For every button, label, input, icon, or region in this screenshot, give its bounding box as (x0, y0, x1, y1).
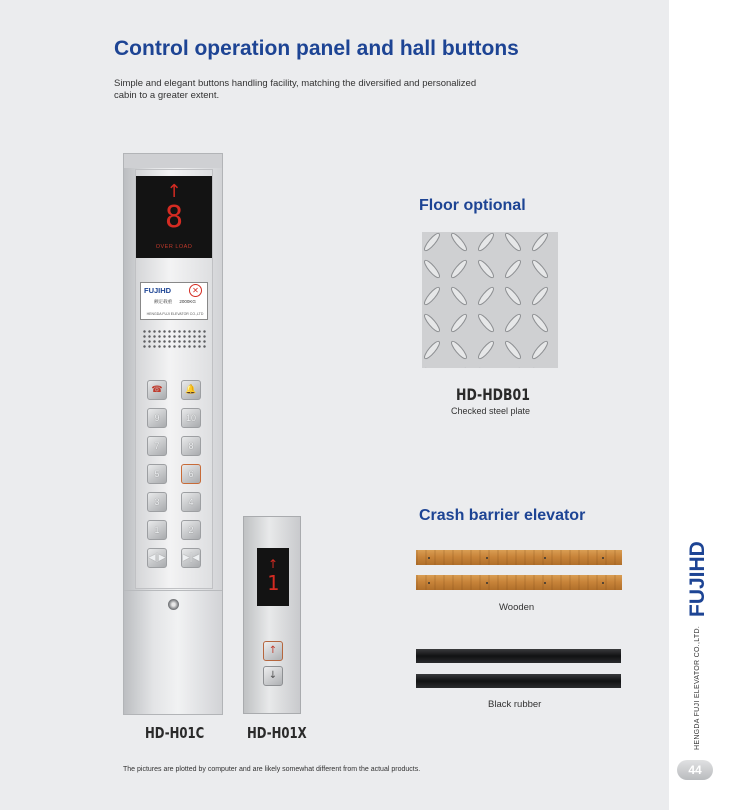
tread-ridge (449, 232, 468, 252)
footer-note: The pictures are plotted by computer and are likely somewhat different from the actual products. (123, 766, 421, 773)
tread-ridge (422, 367, 441, 368)
page-subtitle: Simple and elegant buttons handling facility, matching the diversified and personalized cabin to a greater extent. (114, 78, 477, 101)
tread-ridge (422, 259, 441, 280)
tread-ridge (476, 367, 495, 368)
floor-button-1: 1 (147, 520, 167, 540)
rubber-caption: Black rubber (488, 699, 542, 710)
tread-ridge (449, 286, 468, 307)
hall-model-label: HD-H01X (247, 724, 307, 742)
door-close-button: ▶|◀ (181, 548, 201, 568)
cop-divider (124, 590, 222, 591)
door-open-button: ◀|▶ (147, 548, 167, 568)
bell-button: 🔔 (181, 380, 201, 400)
hall-floor-digit: 1 (266, 571, 280, 595)
rubber-barrier-strip (416, 674, 621, 688)
floor-button-10: 10 (181, 408, 201, 428)
side-company-name: HENGDA FUJI ELEVATOR CO.,LTD. (694, 625, 701, 750)
up-arrow-icon: ↑ (267, 557, 279, 571)
floor-button-6: 6 (181, 464, 201, 484)
wooden-barrier-strip (416, 550, 622, 565)
phone-button: ☎ (147, 380, 167, 400)
cop-model-label: HD-H01C (145, 724, 205, 742)
no-smoking-icon: ✕ (189, 284, 202, 297)
tread-ridge (530, 286, 549, 307)
tread-ridge (557, 313, 558, 334)
barrier-section-title: Crash barrier elevator (419, 507, 586, 524)
hall-up-button: ↑ (263, 641, 283, 661)
page-number: 44 (677, 760, 713, 780)
side-brand-logo: FUJIHD (686, 541, 709, 617)
tread-ridge (422, 286, 441, 307)
tread-ridge (503, 259, 522, 280)
cop-overload-text: OVER LOAD (155, 244, 193, 250)
checked-steel-plate-image (422, 232, 558, 368)
plate-brand: FUJIHD (144, 286, 172, 295)
tread-ridge (503, 367, 522, 368)
up-arrow-icon: ↑ (166, 181, 182, 202)
tread-ridge (422, 313, 441, 334)
tread-ridge (476, 259, 495, 280)
tread-ridge (503, 232, 522, 252)
tread-ridge (503, 286, 522, 307)
tread-ridge (449, 313, 468, 334)
floor-button-2: 2 (181, 520, 201, 540)
tread-ridge (503, 313, 522, 334)
tread-ridge (449, 367, 468, 368)
tread-ridge (530, 259, 549, 280)
right-brand-strip (669, 0, 738, 810)
tread-ridge (449, 259, 468, 280)
cop-display (136, 176, 212, 258)
floor-button-5: 5 (147, 464, 167, 484)
cop-nameplate (140, 282, 208, 320)
tread-ridge (476, 313, 495, 334)
rubber-barrier-strip (416, 649, 621, 663)
floor-button-4: 4 (181, 492, 201, 512)
floor-section-title: Floor optional (419, 197, 526, 214)
floor-button-9: 9 (147, 408, 167, 428)
tread-ridge (422, 340, 441, 361)
floor-model-label: HD-HDB01 (456, 385, 530, 404)
plate-company: HENGDA FUJI ELEVATOR CO.,LTD (146, 312, 204, 316)
tread-ridge (557, 259, 558, 280)
speaker-grille (142, 329, 208, 349)
floor-button-7: 7 (147, 436, 167, 456)
wooden-barrier-strip (416, 575, 622, 590)
tread-ridge (476, 286, 495, 307)
tread-ridge (422, 232, 441, 252)
tread-ridge (503, 340, 522, 361)
hall-panel-image (243, 516, 301, 714)
key-lock-icon (168, 599, 179, 610)
hall-display (257, 548, 289, 606)
hall-down-button: ↓ (263, 666, 283, 686)
page-title: Control operation panel and hall buttons (114, 37, 519, 60)
tread-ridge (557, 232, 558, 252)
cop-floor-digit: 8 (164, 200, 184, 235)
floor-button-3: 3 (147, 492, 167, 512)
tread-ridge (476, 340, 495, 361)
tread-ridge (530, 232, 549, 252)
tread-ridge (530, 340, 549, 361)
tread-ridge (557, 340, 558, 361)
tread-ridge (530, 367, 549, 368)
wooden-caption: Wooden (499, 602, 535, 613)
cop-top-cap (124, 154, 222, 168)
floor-button-8: 8 (181, 436, 201, 456)
tread-ridge (557, 367, 558, 368)
plate-load: 额定载重 2000KG (154, 299, 196, 304)
cop-panel-image (123, 153, 223, 715)
tread-ridge (530, 313, 549, 334)
tread-ridge (557, 286, 558, 307)
tread-ridge (449, 340, 468, 361)
floor-caption: Checked steel plate (451, 406, 531, 416)
tread-ridge (476, 232, 495, 252)
